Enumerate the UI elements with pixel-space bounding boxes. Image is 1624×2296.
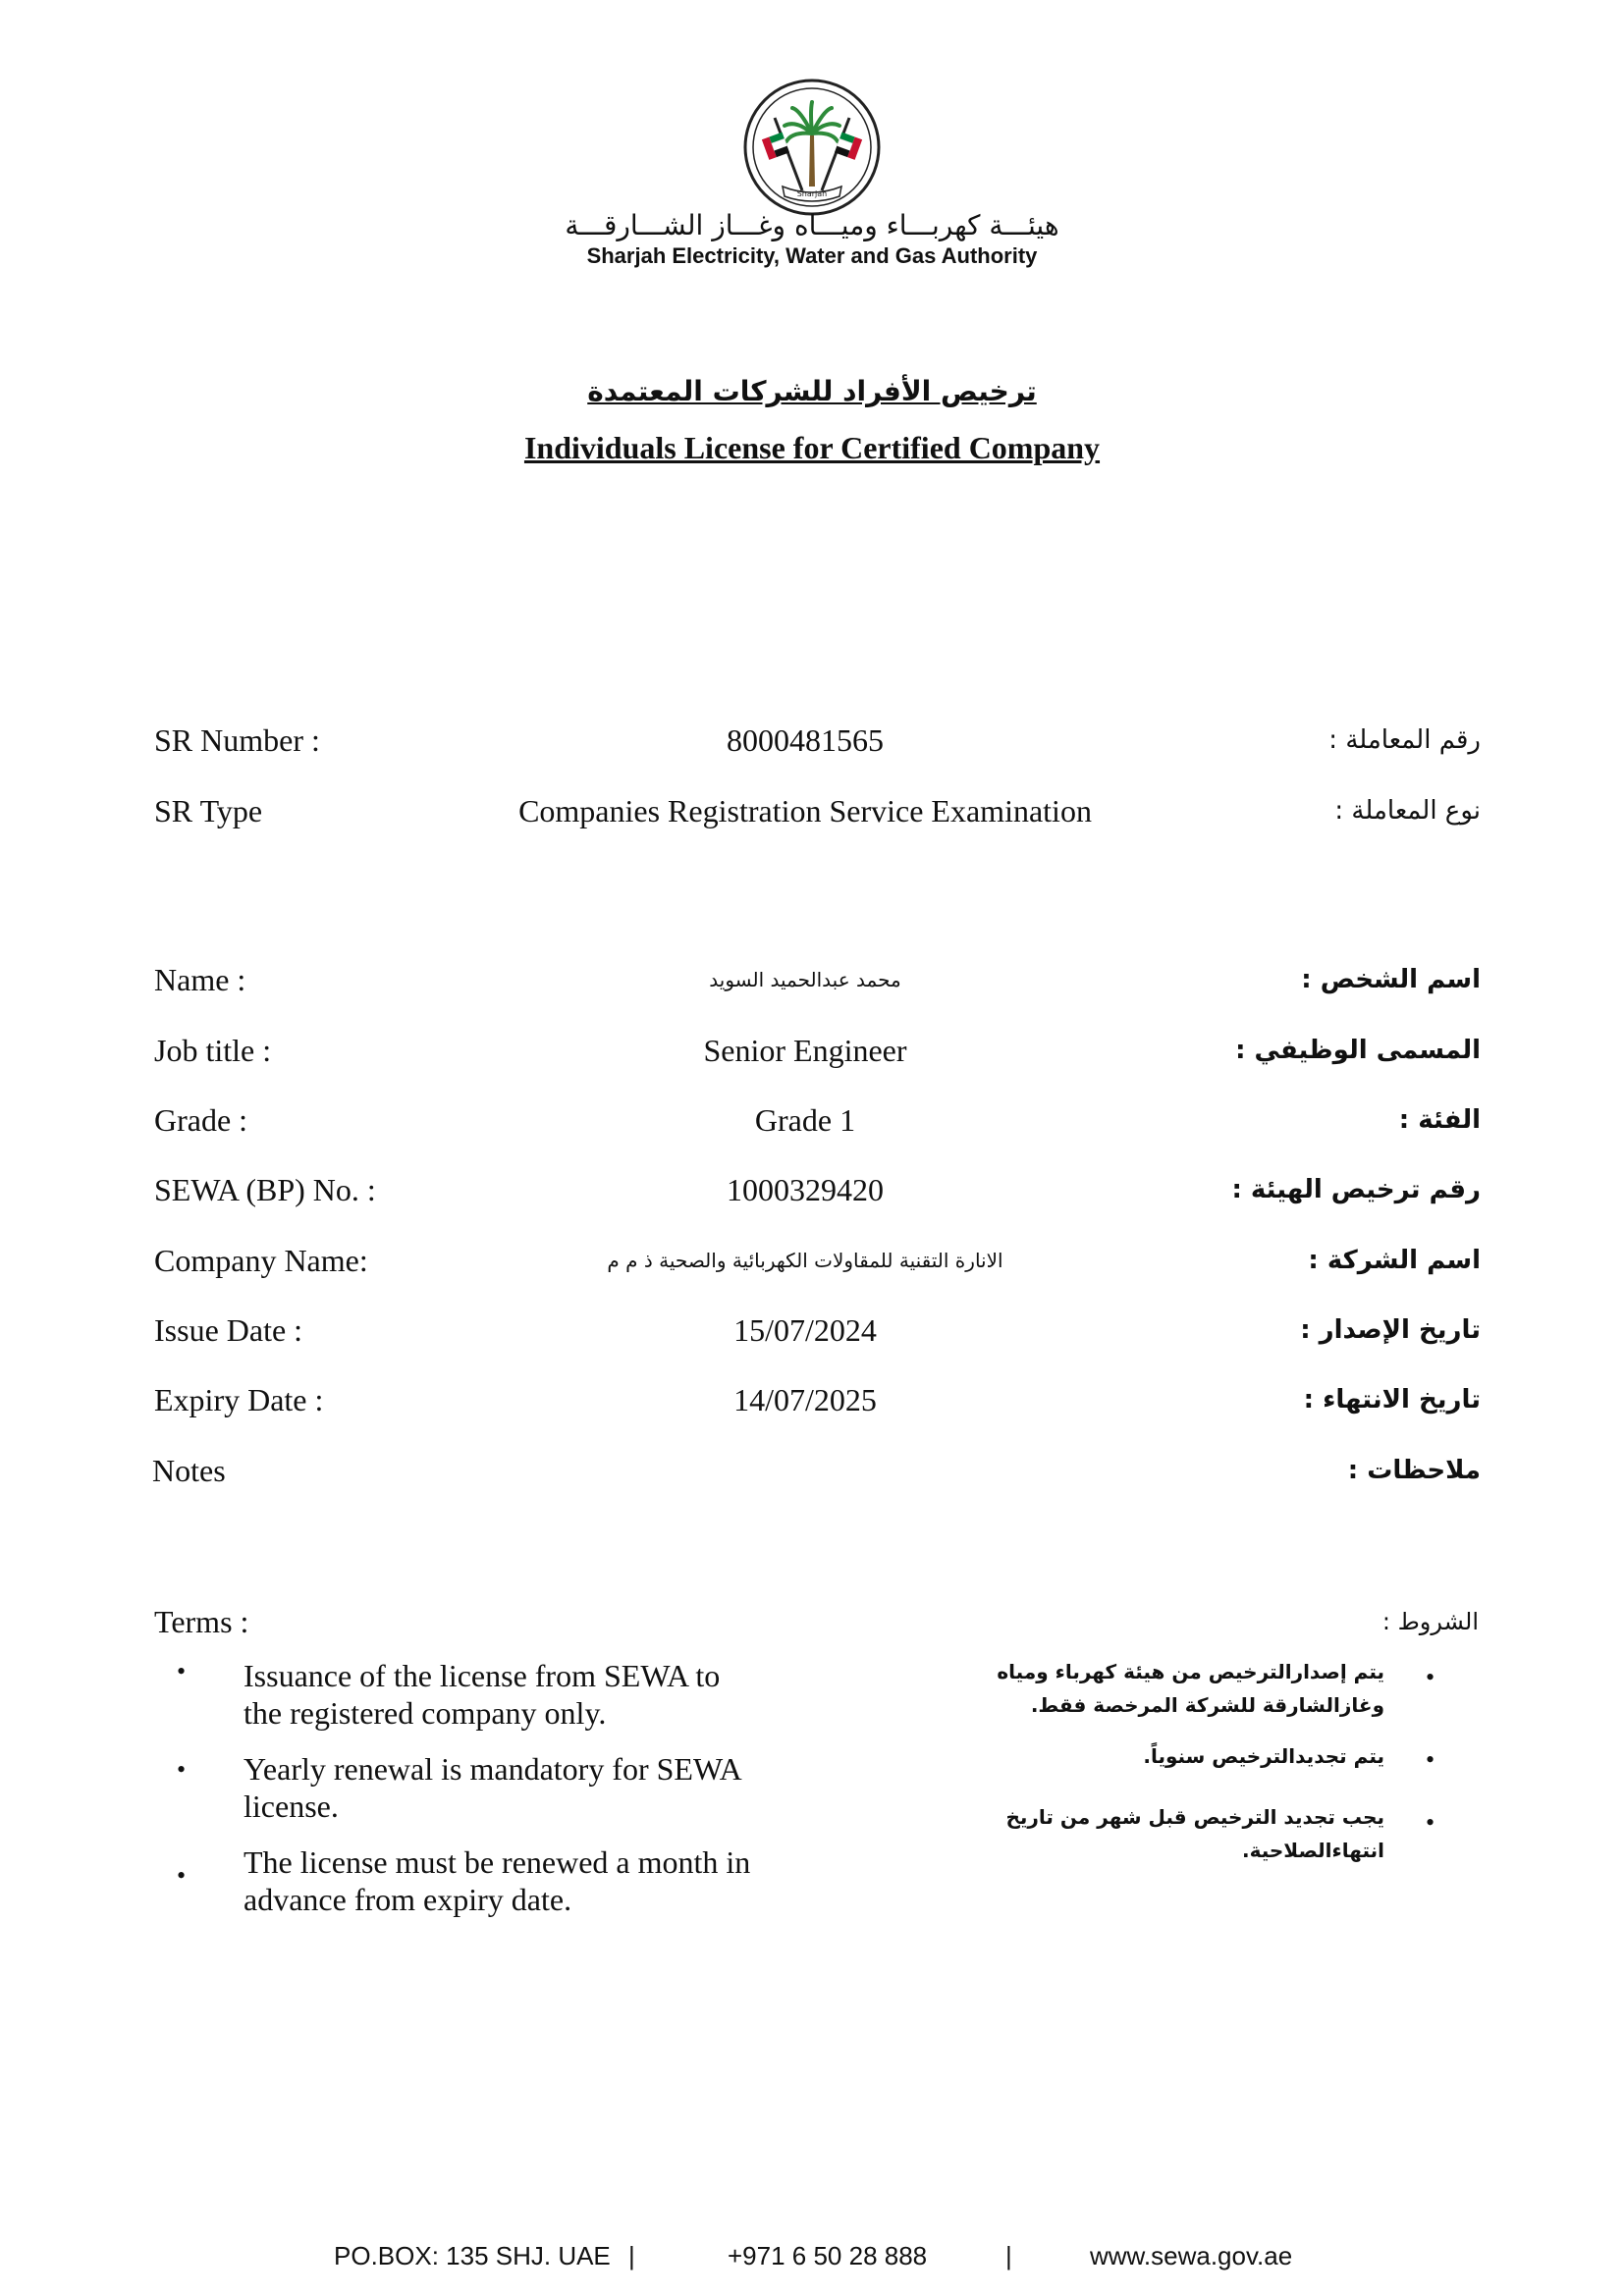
grade-label-en: Grade : xyxy=(154,1102,248,1138)
footer-separator: | xyxy=(628,2241,635,2270)
sewa-bp-label-en: SEWA (BP) No. : xyxy=(154,1172,376,1207)
notes-row xyxy=(0,1449,1624,1492)
terms-title-ar: الشروط : xyxy=(1381,1608,1479,1635)
name-label-ar: اسم الشخص : xyxy=(1301,965,1481,994)
issue-date-label-ar: تاريخ الإصدار : xyxy=(1300,1315,1481,1345)
job-title-label-ar: المسمى الوظيفي : xyxy=(1235,1036,1481,1065)
term-en-1: Issuance of the license from SEWA to the registered company only. xyxy=(244,1658,721,1731)
terms-title-en: Terms : xyxy=(154,1604,249,1639)
expiry-date-label-en: Expiry Date : xyxy=(154,1382,324,1417)
sewa-logo xyxy=(741,77,883,218)
sr-number-label-ar: رقم المعاملة : xyxy=(1328,725,1481,755)
footer-pobox: PO.BOX: 135 SHJ. UAE xyxy=(334,2241,611,2270)
sr-type-label-en: SR Type xyxy=(154,793,263,828)
job-title-row xyxy=(0,1029,1624,1072)
authority-name-en: Sharjah Electricity, Water and Gas Authority xyxy=(586,243,1038,268)
term-bullet: • xyxy=(177,1861,187,1890)
company-name-label-en: Company Name: xyxy=(154,1243,368,1278)
term-bullet: • xyxy=(1426,1663,1435,1691)
expiry-date-value: 14/07/2025 xyxy=(733,1382,877,1417)
company-name-label-ar: اسم الشركة : xyxy=(1308,1246,1481,1275)
document-title-en: Individuals License for Certified Company xyxy=(523,430,1101,465)
grade-value: Grade 1 xyxy=(754,1102,856,1138)
company-name-row xyxy=(0,1239,1624,1282)
sr-number-value: 8000481565 xyxy=(727,722,884,758)
company-name-value: الانارة التقنية للمقاولات الكهربائية والصحية ذ م م xyxy=(607,1249,1003,1272)
term-ar-1: يتم إصدارالترخيص من هيئة كهرباء ومياه وغازالشارقة للشركة المرخصة فقط. xyxy=(997,1660,1384,1717)
grade-row xyxy=(0,1098,1624,1142)
issue-date-value: 15/07/2024 xyxy=(733,1312,877,1348)
footer-phone: +971 6 50 28 888 xyxy=(728,2241,928,2270)
notes-label-en: Notes xyxy=(152,1453,226,1488)
term-bullet: • xyxy=(1426,1808,1435,1837)
expiry-date-row xyxy=(0,1378,1624,1421)
logo-ribbon-text: Sharjah xyxy=(796,189,828,198)
issue-date-row xyxy=(0,1308,1624,1352)
name-value: محمد عبدالحميد السويد xyxy=(709,968,901,991)
expiry-date-label-ar: تاريخ الانتهاء : xyxy=(1303,1385,1481,1415)
authority-name-ar: هيئـــة كهربـــاء وميـــاه وغـــاز الشـــارقـــة xyxy=(565,209,1059,241)
term-ar-3: يجب تجديد الترخيص قبل شهر من تاريخ انتهاءالصلاحية. xyxy=(1005,1805,1384,1862)
sr-type-row xyxy=(0,789,1624,832)
grade-label-ar: الفئة : xyxy=(1398,1105,1481,1135)
sr-type-value: Companies Registration Service Examination xyxy=(518,793,1092,828)
sewa-bp-value: 1000329420 xyxy=(727,1172,884,1207)
sewa-bp-label-ar: رقم ترخيص الهيئة : xyxy=(1231,1175,1481,1204)
sr-number-row xyxy=(0,719,1624,762)
term-en-2: Yearly renewal is mandatory for SEWA license. xyxy=(244,1751,740,1824)
term-en-3: The license must be renewed a month in advance from expiry date. xyxy=(244,1844,751,1917)
name-label-en: Name : xyxy=(154,962,246,997)
term-bullet: • xyxy=(177,1657,187,1685)
notes-label-ar: ملاحظات : xyxy=(1347,1456,1481,1485)
term-bullet: • xyxy=(177,1755,187,1784)
term-ar-2: يتم تجديدالترخيص سنوياً. xyxy=(1143,1744,1384,1768)
term-bullet: • xyxy=(1426,1745,1435,1774)
footer-website[interactable]: www.sewa.gov.ae xyxy=(1090,2241,1293,2270)
name-row xyxy=(0,958,1624,1001)
job-title-value: Senior Engineer xyxy=(703,1033,907,1068)
document-title-ar: ترخيص الأفراد للشركات المعتمدة xyxy=(587,375,1037,407)
sewa-bp-row xyxy=(0,1168,1624,1211)
job-title-label-en: Job title : xyxy=(154,1033,272,1068)
footer-separator: | xyxy=(1005,2241,1012,2270)
sr-type-label-ar: نوع المعاملة : xyxy=(1334,796,1481,826)
issue-date-label-en: Issue Date : xyxy=(154,1312,303,1348)
sr-number-label-en: SR Number : xyxy=(154,722,320,758)
